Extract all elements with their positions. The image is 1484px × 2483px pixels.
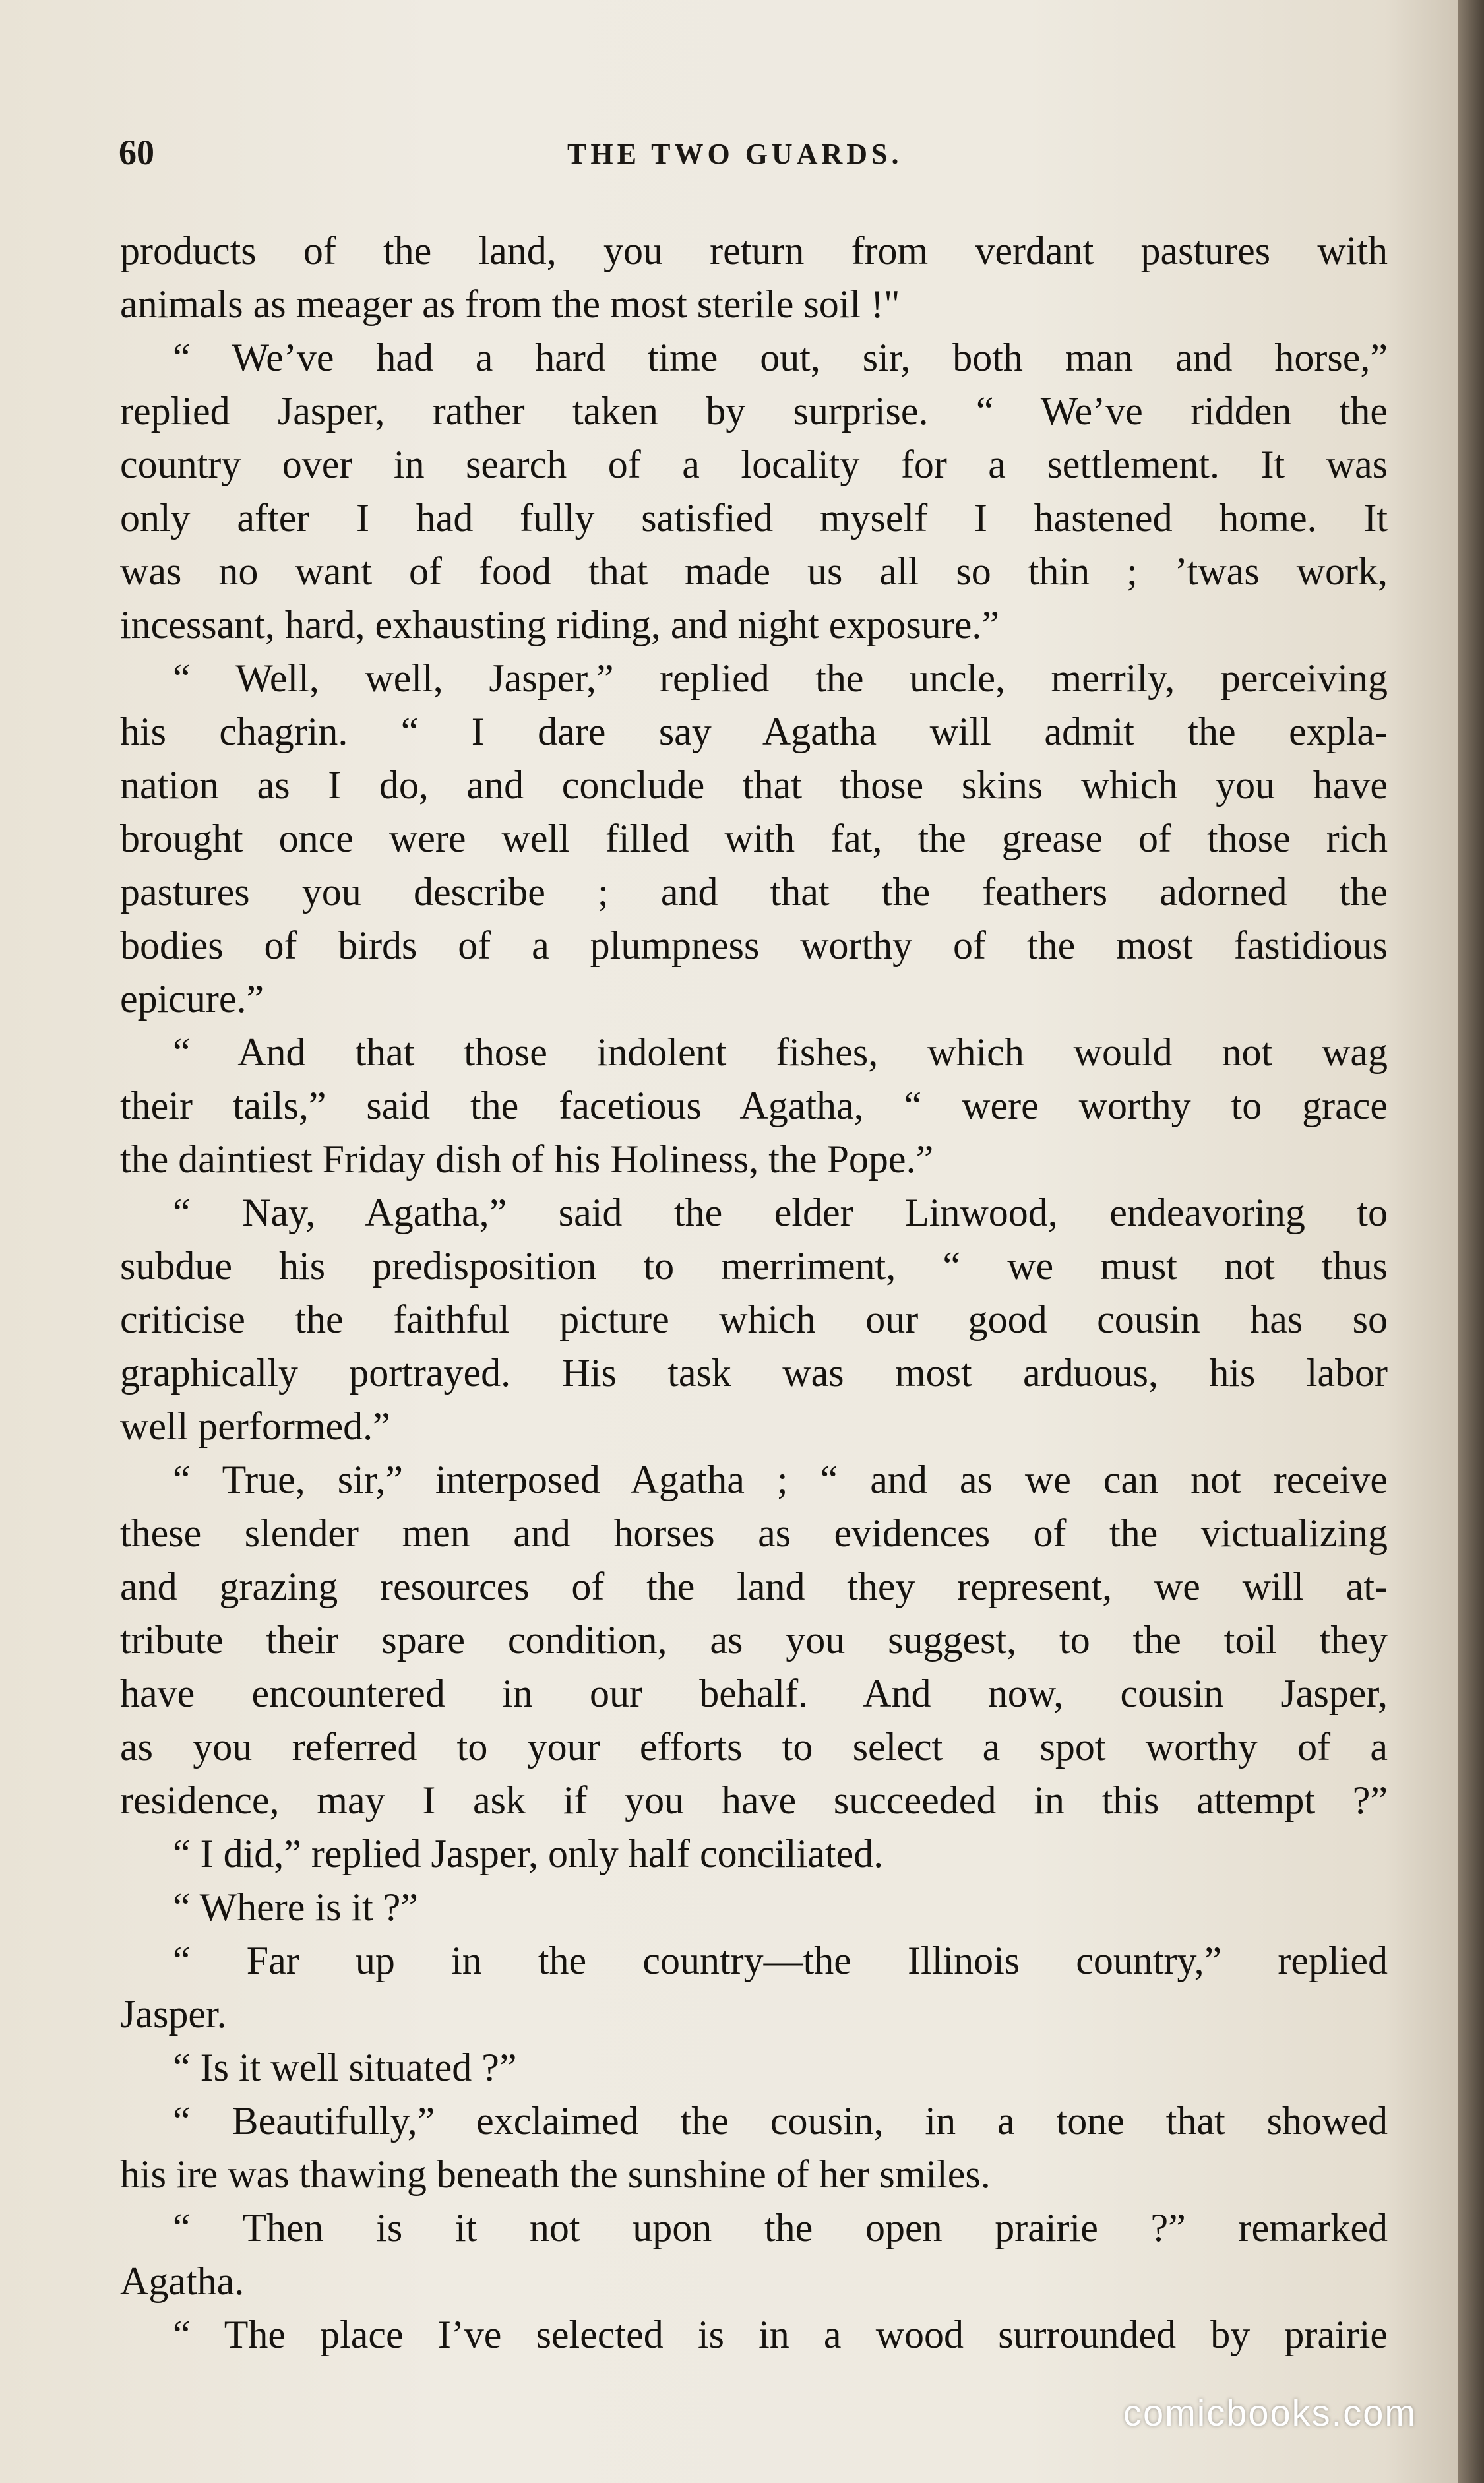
text-line: criticise the faithful picture which our good cousin has so: [120, 1298, 1388, 1341]
text-line: bodies of birds of a plumpness worthy of the most fastidious: [120, 924, 1388, 967]
text-line: “ True, sir,” interposed Agatha ; “ and as we can not receive: [173, 1458, 1388, 1501]
text-line: country over in search of a locality for a settlement. It was: [120, 443, 1388, 486]
text-line: Jasper.: [120, 1992, 227, 2036]
text-line: “ Nay, Agatha,” said the elder Linwood, endeavoring to: [173, 1191, 1388, 1234]
text-line: tribute their spare condition, as you suggest, to the toil they: [120, 1618, 1388, 1662]
page-header: [119, 132, 1385, 178]
text-line: “ We’ve had a hard time out, sir, both man and horse,”: [173, 336, 1388, 379]
text-line: their tails,” said the facetious Agatha, “ were worthy to grace: [120, 1084, 1388, 1127]
watermark-text: comicbooks.com: [1123, 2392, 1417, 2434]
text-line: was no want of food that made us all so thin ; ’twas work,: [120, 550, 1388, 593]
text-line: have encountered in our behalf. And now, cousin Jasper,: [120, 1672, 1388, 1715]
text-line: his ire was thawing beneath the sunshine of her smiles.: [120, 2153, 991, 2196]
text-line: subdue his predisposition to merriment, “ we must not thus: [120, 1244, 1388, 1288]
text-line: animals as meager as from the most sterile soil !": [120, 282, 900, 326]
text-line: as you referred to your efforts to select a spot worthy of a: [120, 1725, 1388, 1769]
text-line: only after I had fully satisfied myself I hastened home. It: [120, 496, 1388, 540]
page-edge: [1458, 0, 1484, 2483]
text-line: “ Beautifully,” exclaimed the cousin, in a tone that showed: [173, 2099, 1388, 2143]
text-line: Agatha.: [120, 2259, 245, 2303]
text-line: his chagrin. “ I dare say Agatha will admit the expla-: [120, 710, 1388, 753]
text-line: and grazing resources of the land they represent, we will at-: [120, 1565, 1388, 1608]
text-line: replied Jasper, rather taken by surprise. “ We’ve ridden the: [120, 389, 1388, 433]
body-text: [120, 224, 1388, 2362]
text-line: epicure.”: [120, 977, 264, 1021]
text-line: well performed.”: [120, 1404, 390, 1448]
text-line: “ Far up in the country—the Illinois country,” replied: [173, 1939, 1388, 1982]
text-line: residence, may I ask if you have succeeded in this attempt ?”: [120, 1778, 1388, 1822]
text-line: these slender men and horses as evidences of the victualizing: [120, 1511, 1388, 1555]
text-line: nation as I do, and conclude that those skins which you have: [120, 763, 1388, 807]
text-line: “ Then is it not upon the open prairie ?” remarked: [173, 2206, 1388, 2249]
running-head: THE TWO GUARDS.: [567, 138, 903, 170]
text-line: “ The place I’ve selected is in a wood surrounded by prairie: [173, 2313, 1388, 2356]
text-line: products of the land, you return from verdant pastures with: [120, 229, 1388, 272]
text-line: “ I did,” replied Jasper, only half conciliated.: [173, 1832, 884, 1875]
text-line: pastures you describe ; and that the feathers adorned the: [120, 870, 1388, 914]
text-line: graphically portrayed. His task was most arduous, his labor: [120, 1351, 1388, 1395]
text-line: incessant, hard, exhausting riding, and night exposure.”: [120, 603, 1000, 646]
page-number: 60: [119, 133, 154, 172]
text-line: “ Where is it ?”: [173, 1885, 419, 1929]
text-line: “ Well, well, Jasper,” replied the uncle, merrily, perceiving: [173, 656, 1388, 700]
text-line: “ And that those indolent fishes, which would not wag: [173, 1030, 1388, 1074]
text-line: brought once were well filled with fat, the grease of those rich: [120, 817, 1388, 860]
text-line: “ Is it well situated ?”: [173, 2046, 517, 2089]
text-line: the daintiest Friday dish of his Holiness, the Pope.”: [120, 1137, 934, 1181]
